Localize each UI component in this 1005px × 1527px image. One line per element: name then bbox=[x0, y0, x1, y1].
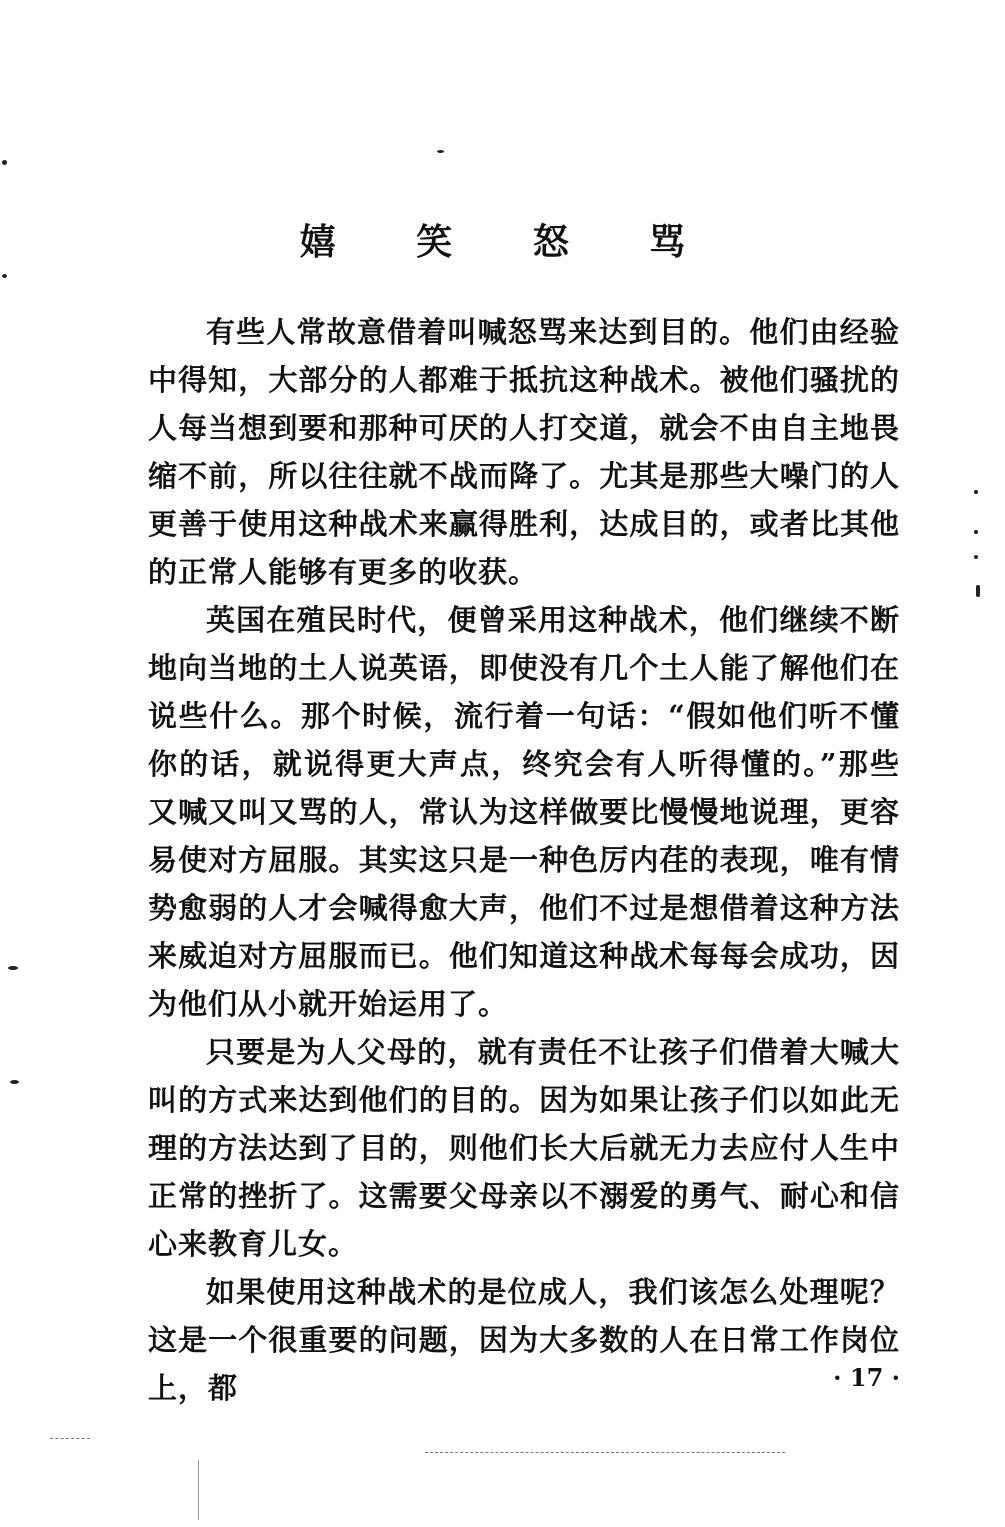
scan-speck bbox=[974, 530, 978, 534]
paragraph-1: 有些人常故意借着叫喊怒骂来达到目的。他们由经验中得知，大部分的人都难于抵抗这种战术。被他们骚扰的人每当想到要和那种可厌的人打交道，就会不由自主地畏缩不前，所以往往就不战而降了。尤其是那些大噪门的人更善于使用这种战术来赢得胜利，达成目的，或者比其他的正常人能够有更多的收获。 bbox=[148, 315, 900, 589]
chapter-title: 嬉 笑 怒 骂 bbox=[299, 221, 720, 263]
scan-speck bbox=[10, 1080, 19, 1084]
scan-speck bbox=[976, 585, 980, 597]
paragraph-4: 如果使用这种战术的是位成人，我们该怎么处理呢？这是一个很重要的问题，因为大多数的人在日常工作岗位上，都 bbox=[148, 1275, 900, 1405]
scan-mark bbox=[198, 1460, 199, 1520]
scan-speck bbox=[8, 966, 18, 970]
paragraph-2: 英国在殖民时代，便曾采用这种战术，他们继续不断地向当地的土人说英语，即使没有几个土人能了解他们在说些什么。那个时候，流行着一句话：“假如他们听不懂你的话，就说得更大声点，终究会有人听得懂的。”那些又喊又叫又骂的人，常认为这样做要比慢慢地说理，更容易使对方屈服。其实这只是一种色厉内荏的表现，唯有情势愈弱的人才会喊得愈大声，他们不过是想借着这种方法来威迫对方屈服而已。他们知道这种战术每每会成功，因为他们从小就开始运用了。 bbox=[148, 603, 900, 1021]
scan-speck bbox=[2, 160, 7, 165]
scan-speck bbox=[437, 150, 444, 153]
page-number: · 17 · bbox=[833, 1363, 900, 1392]
paragraph-3: 只要是为人父母的，就有责任不让孩子们借着大喊大叫的方式来达到他们的目的。因为如果让孩子们以如此无理的方法达到了目的，则他们长大后就无力去应付人生中正常的挫折了。这需要父母亲以不溺爱的勇气、耐心和信心来教育儿女。 bbox=[148, 1035, 900, 1261]
body-text bbox=[148, 308, 900, 1412]
scan-mark bbox=[50, 1438, 90, 1440]
scan-speck bbox=[974, 555, 978, 559]
scan-speck bbox=[974, 490, 978, 494]
scan-speck bbox=[2, 274, 7, 278]
scan-mark bbox=[425, 1452, 785, 1454]
